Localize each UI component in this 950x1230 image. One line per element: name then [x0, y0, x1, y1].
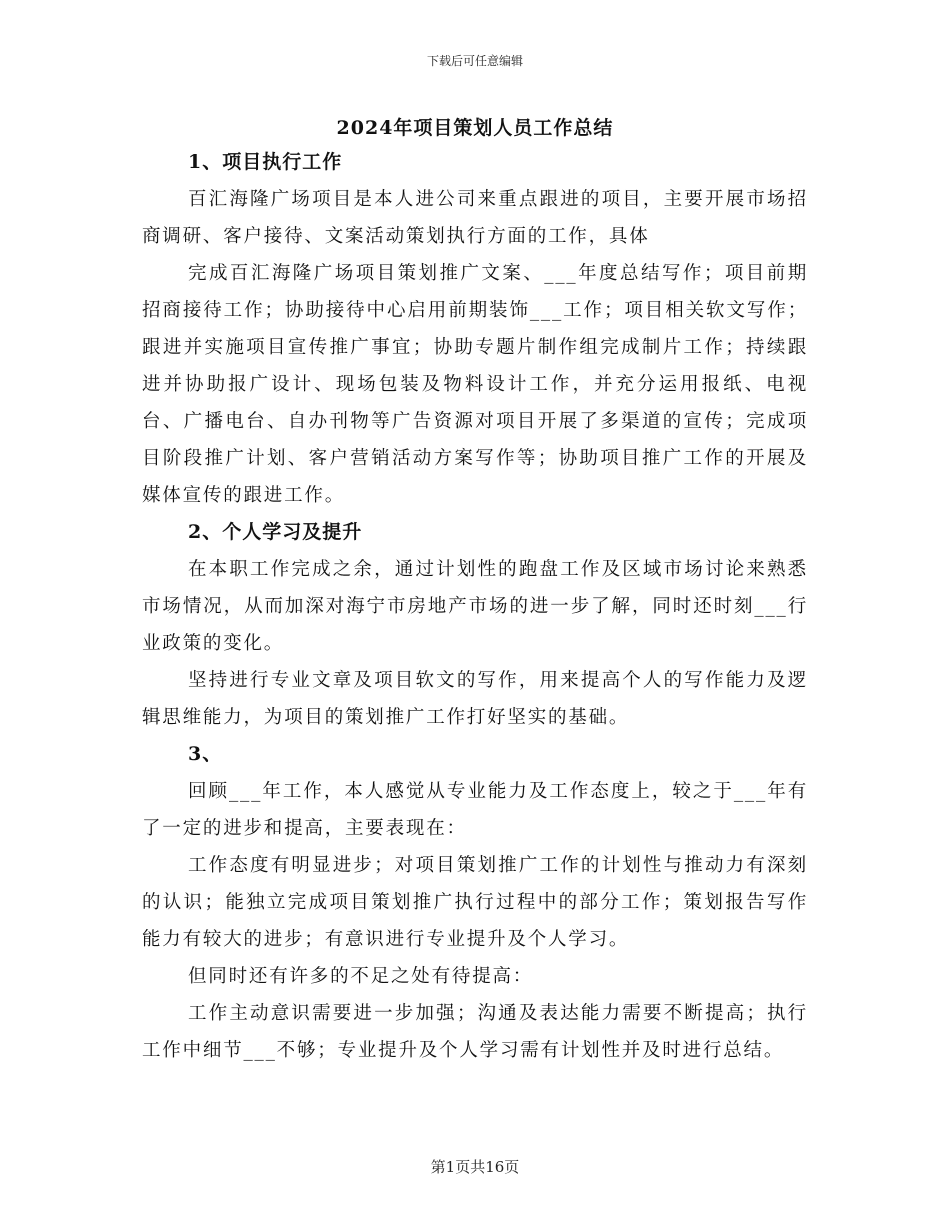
section-1-paragraph-2: 完成百汇海隆广场项目策划推广文案、___年度总结写作；项目前期招商接待工作；协助接待中心启用前期装饰___工作；项目相关软文写作；跟进并实施项目宣传推广事宜；协助专题片制作组完成制片工作；持续跟进并协助报广设计、现场包装及物料设计工作，并充分运用报纸、电视台、广播电台、自办刊物等广告资源对项目开展了多渠道的宣传；完成项目阶段推广计划、客户营销活动方案写作等；协助项目推广工作的开展及媒体宣传的跟进工作。 — [142, 263, 808, 506]
section-1-heading: 1、项目执行工作 — [188, 151, 343, 173]
section-3-paragraph-4: 工作主动意识需要进一步加强；沟通及表达能力需要不断提高；执行工作中细节___不够；专业提升及个人学习需有计划性并及时进行总结。 — [142, 1003, 808, 1061]
document-body — [142, 112, 808, 1069]
document-title: 2024年项目策划人员工作总结 — [336, 117, 614, 139]
page-header: 下载后可任意编辑 — [426, 54, 523, 68]
section-3-paragraph-2: 工作态度有明显进步；对项目策划推广工作的计划性与推动力有深刻的认识；能独立完成项目策划推广执行过程中的部分工作；策划报告写作能力有较大的进步；有意识进行专业提升及个人学习。 — [142, 855, 808, 950]
section-3-heading: 3、 — [188, 743, 223, 765]
section-2-paragraph-2: 坚持进行专业文章及项目软文的写作，用来提高个人的写作能力及逻辑思维能力，为项目的策划推广工作打好坚实的基础。 — [142, 670, 808, 728]
section-2-heading: 2、个人学习及提升 — [188, 521, 363, 543]
section-2-paragraph-1: 在本职工作完成之余，通过计划性的跑盘工作及区域市场讨论来熟悉市场情况，从而加深对海宁市房地产市场的进一步了解，同时还时刻___行业政策的变化。 — [142, 559, 808, 654]
section-3-paragraph-1: 回顾___年工作，本人感觉从专业能力及工作态度上，较之于___年有了一定的进步和提高，主要表现在： — [142, 781, 808, 839]
section-1-paragraph-1: 百汇海隆广场项目是本人进公司来重点跟进的项目，主要开展市场招商调研、客户接待、文案活动策划执行方面的工作，具体 — [142, 189, 808, 247]
page-footer: 第1页共16页 — [430, 1158, 520, 1176]
section-3-paragraph-3: 但同时还有许多的不足之处有待提高： — [188, 966, 534, 987]
